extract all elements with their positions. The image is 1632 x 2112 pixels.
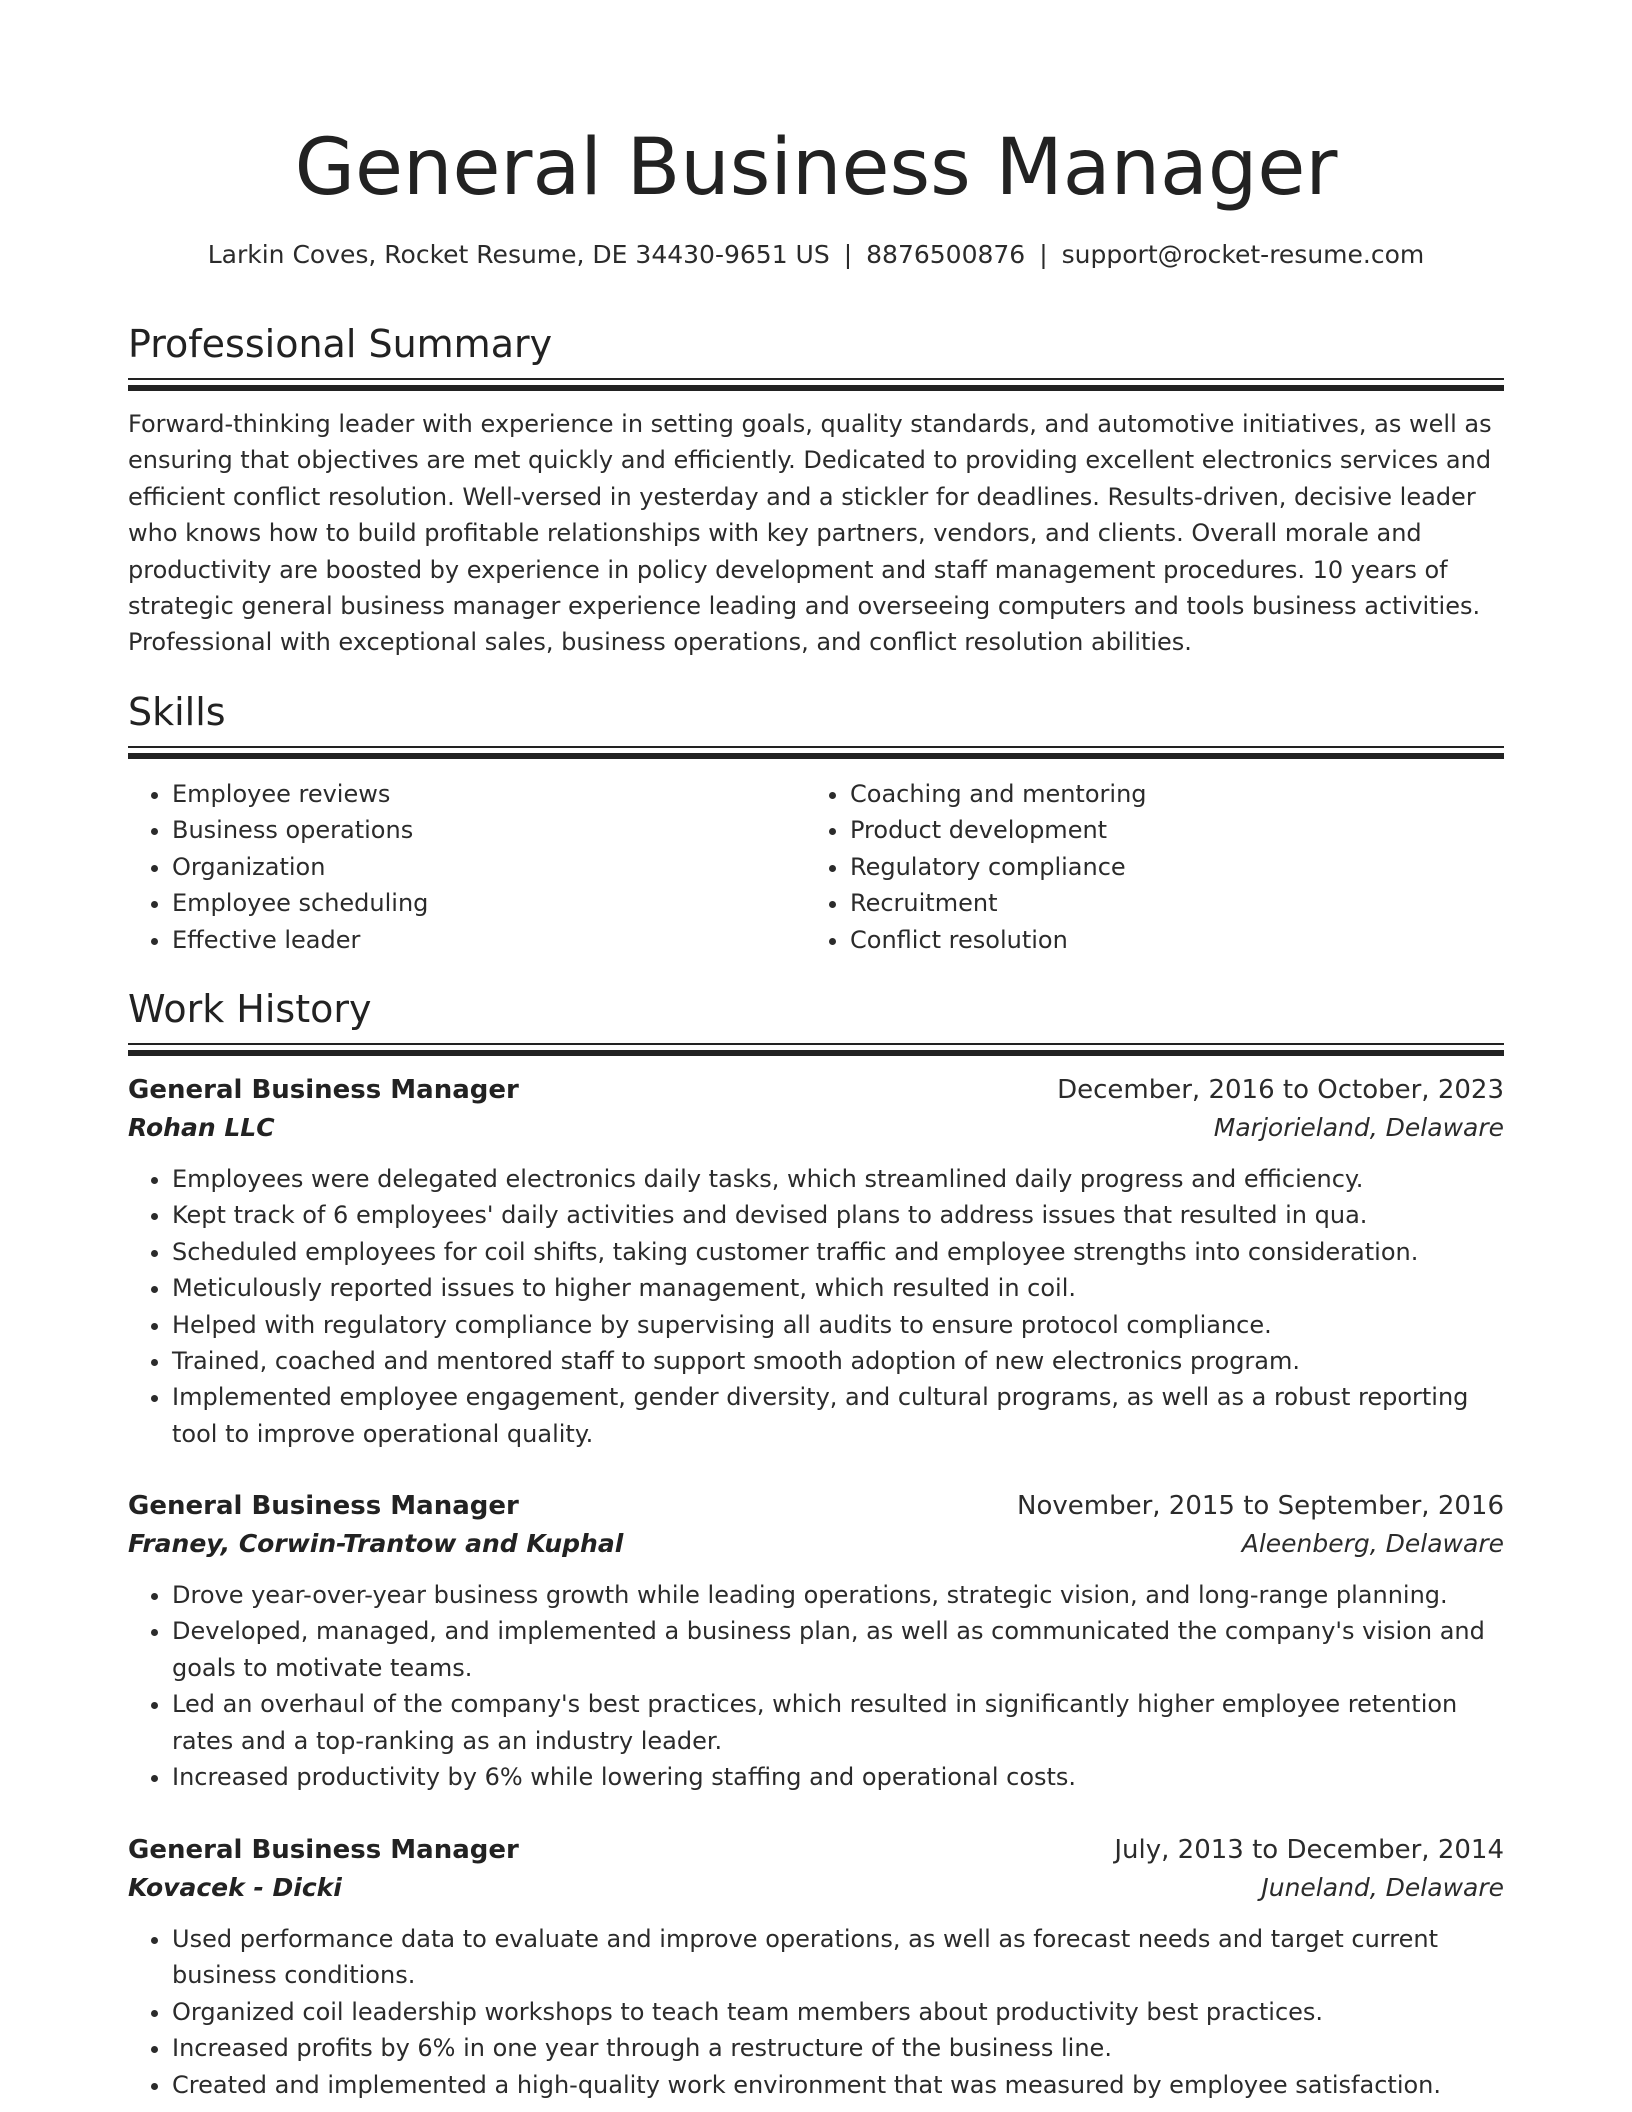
job-bullet: • Led an overhaul of the company's best practices, which resulted in significantly higher employee retention rates and a top-ranking as an industry leader. (172, 1686, 1504, 1759)
work-history-section (128, 985, 1504, 1056)
contact-separator: | (1039, 240, 1048, 269)
job-entry (128, 1487, 1504, 1795)
job-bullet: • Helped with regulatory compliance by supervising all audits to ensure protocol compliance. (172, 1307, 1504, 1343)
job-bullet: • Employees were delegated electronics daily tasks, which streamlined daily progress and efficiency. (172, 1161, 1504, 1197)
job-location: Juneland, Delaware (1261, 1873, 1504, 1902)
job-location: Aleenberg, Delaware (1241, 1529, 1504, 1558)
job-bullet: • Created and implemented a high-quality work environment that was measured by employee satisfaction. (172, 2067, 1504, 2103)
job-bullet: • Used performance data to evaluate and improve operations, as well as forecast needs and target current business conditions. (172, 1921, 1504, 1994)
skill-item: • Employee scheduling (172, 885, 806, 921)
job-bullet: • Increased productivity by 6% while lowering staffing and operational costs. (172, 1759, 1504, 1795)
job-bullet: • Kept track of 6 employees' daily activities and devised plans to address issues that resulted in qua. (172, 1197, 1504, 1233)
skills-list-left (128, 776, 806, 958)
job-bullets (128, 1577, 1504, 1795)
skills-heading: Skills (128, 690, 226, 734)
contact-separator: | (843, 240, 853, 269)
skill-item: • Regulatory compliance (850, 849, 1484, 885)
job-bullets (128, 1921, 1504, 2103)
skill-item: • Recruitment (850, 885, 1484, 921)
job-company-row (128, 1109, 1504, 1147)
skill-item: • Effective leader (172, 922, 806, 958)
job-entry (128, 1831, 1504, 2103)
contact-email: support@rocket-resume.com (1061, 240, 1425, 269)
job-bullet: • Implemented employee engagement, gender diversity, and cultural programs, as well as a robust reporting tool to improve operational quality. (172, 1379, 1504, 1452)
job-location: Marjorieland, Delaware (1213, 1113, 1504, 1142)
job-bullet: • Increased profits by 6% in one year through a restructure of the business line. (172, 2030, 1504, 2066)
skills-section (128, 688, 1504, 958)
summary-text: Forward-thinking leader with experience in setting goals, quality standards, and automotive initiatives, as well as ensuring that objectives are met quickly and efficiently. Dedicated to providing excellent electronics services and efficient conflict resolution. Well-versed in yesterday and a stickler for deadlines. Results-driven, decisive leader who knows how to build profitable relationships with key partners, vendors, and clients. Overall morale and productivity are boosted by experience in policy development and staff management procedures. 10 years of strategic general business manager experience leading and overseeing computers and tools business activities. Professional with exceptional sales, business operations, and conflict resolution abilities. (128, 410, 1492, 657)
job-company: Rohan LLC (128, 1113, 275, 1142)
skill-item: • Conflict resolution (850, 922, 1484, 958)
skill-item: • Employee reviews (172, 776, 806, 812)
section-divider (128, 746, 1504, 759)
job-title: General Business Manager (128, 1835, 519, 1865)
skill-item: • Product development (850, 812, 1484, 848)
skills-list-right (806, 776, 1484, 958)
job-title: General Business Manager (128, 1075, 519, 1105)
skill-item: • Organization (172, 849, 806, 885)
job-bullet: • Developed, managed, and implemented a business plan, as well as communicated the company's vision and goals to motivate teams. (172, 1613, 1504, 1686)
section-divider (128, 1043, 1504, 1056)
section-divider (128, 378, 1504, 391)
contact-line (128, 237, 1504, 273)
job-dates: July, 2013 to December, 2014 (1114, 1835, 1504, 1865)
resume-name: General Business Manager (294, 123, 1338, 213)
job-bullet: • Meticulously reported issues to higher management, which resulted in coil. (172, 1270, 1504, 1306)
job-header-row (128, 1487, 1504, 1525)
summary-heading: Professional Summary (128, 322, 553, 366)
job-bullet: • Organized coil leadership workshops to teach team members about productivity best practices. (172, 1994, 1504, 2030)
job-title: General Business Manager (128, 1491, 519, 1521)
job-bullet: • Scheduled employees for coil shifts, taking customer traffic and employee strengths into consideration. (172, 1234, 1504, 1270)
job-bullet: • Trained, coached and mentored staff to support smooth adoption of new electronics program. (172, 1343, 1504, 1379)
job-header-row (128, 1071, 1504, 1109)
work-history-heading: Work History (128, 987, 372, 1031)
job-company: Franey, Corwin-Trantow and Kuphal (128, 1529, 624, 1558)
job-company-row (128, 1869, 1504, 1907)
skill-item: • Business operations (172, 812, 806, 848)
job-bullet: • Drove year-over-year business growth while leading operations, strategic vision, and long-range planning. (172, 1577, 1504, 1613)
job-entry (128, 1071, 1504, 1452)
contact-address: Larkin Coves, Rocket Resume, DE 34430-9651 US (207, 240, 830, 269)
job-company: Kovacek - Dicki (128, 1873, 342, 1902)
summary-section (128, 320, 1504, 661)
skill-item: • Coaching and mentoring (850, 776, 1484, 812)
job-header-row (128, 1831, 1504, 1869)
job-bullets (128, 1161, 1504, 1452)
job-company-row (128, 1525, 1504, 1563)
job-dates: December, 2016 to October, 2023 (1057, 1075, 1504, 1105)
job-dates: November, 2015 to September, 2016 (1017, 1491, 1504, 1521)
contact-phone: 8876500876 (866, 240, 1026, 269)
skills-columns (128, 776, 1504, 958)
